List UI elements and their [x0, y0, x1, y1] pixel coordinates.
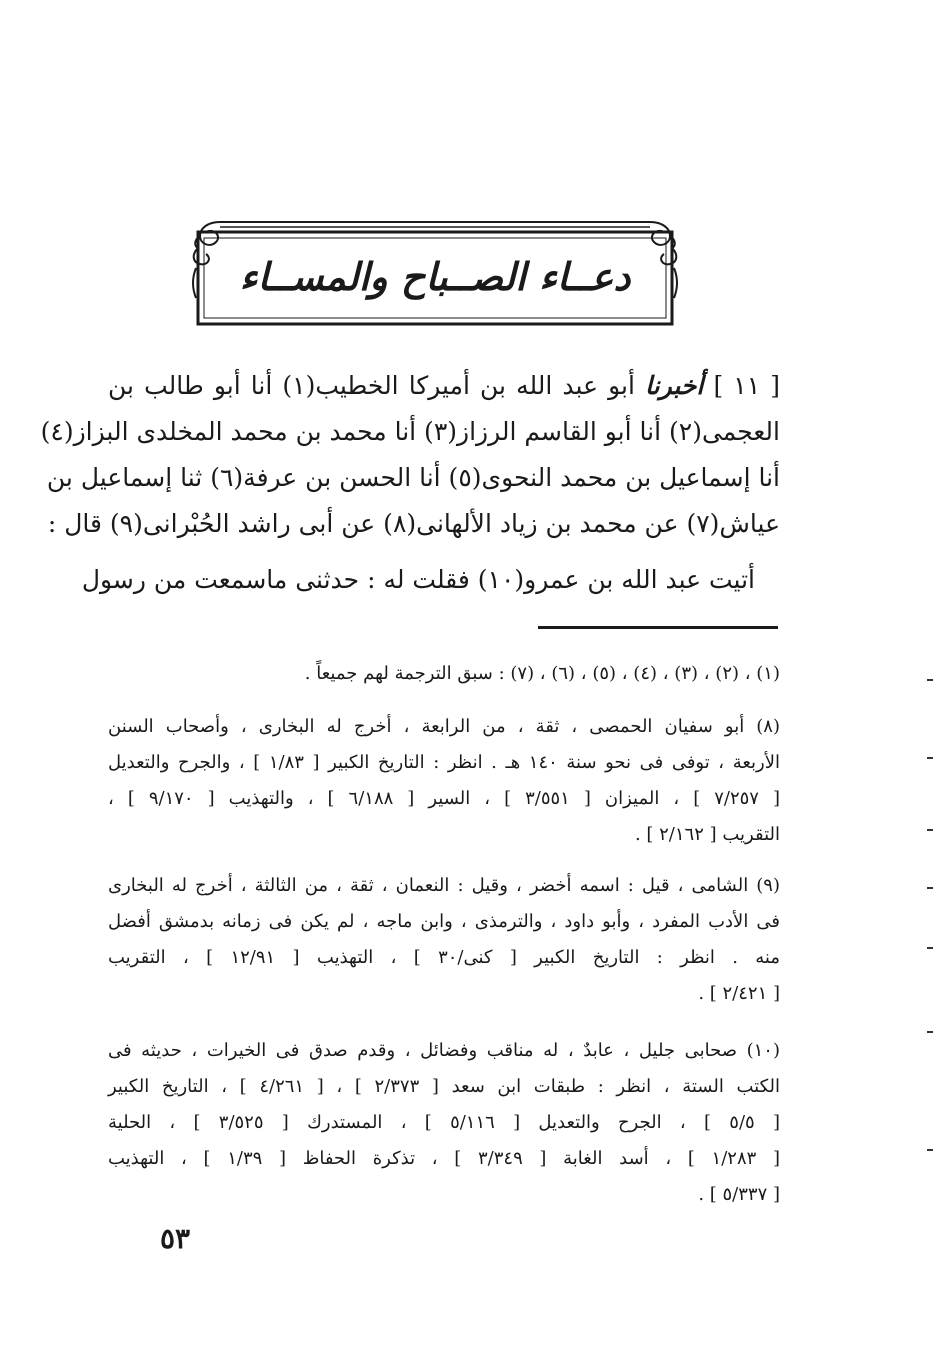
footnote-line: الأربعة ، توفى فى نحو سنة ١٤٠ هـ . انظر : التاريخ الكبير [ ١/٨٣ ] ، والجرح والتعديل [108, 752, 781, 773]
margin-mark [927, 887, 933, 889]
main-text-line-3: أنا إسماعيل بن محمد النحوى(٥) أنا الحسن بن عرفة(٦) ثنا إسماعيل بن [46, 463, 780, 492]
footnote-line: [ ٥/٥ ] ، الجرح والتعديل [ ٥/١١٦ ] ، المستدرك [ ٣/٥٢٥ ] ، الحلية [108, 1112, 780, 1133]
title-frame [190, 218, 680, 326]
footnote-line: (١٠) صحابى جليل ، عابدٌ ، له مناقب وفضائل ، وقدم صدق فى الخيرات ، حديثه فى [108, 1040, 780, 1061]
footnote-1-7 [108, 656, 780, 692]
main-text-line-2: العجمى(٢) أنا أبو القاسم الرزاز(٣) أنا محمد بن محمد المخلدى البزاز(٤) [40, 417, 780, 446]
main-text-line-4: عياش(٧) عن محمد بن زياد الألهانى(٨) عن أبى راشد الحُبْرانى(٩) قال : [47, 509, 780, 538]
main-text-line-5: أتيت عبد الله بن عمرو(١٠) فقلت له : حدثنى ماسمعت من رسول [81, 565, 755, 594]
margin-mark [927, 679, 933, 681]
margin-mark [927, 1149, 933, 1151]
footnote-line: منه . انظر : التاريخ الكبير [ كنى/٣٠ ] ، التهذيب [ ١٢/٩١ ] ، التقريب [108, 947, 780, 968]
footnote-10 [108, 1033, 780, 1213]
main-text-line-1 [108, 363, 780, 409]
footnote-9 [108, 868, 780, 1012]
footnote-line: [ ٢/٤٢١ ] . [698, 983, 780, 1004]
footnote-line: فى الأدب المفرد ، وأبو داود ، والترمذى ، وابن ماجه ، لم يكن فى زمانه بدمشق أفضل [108, 911, 780, 932]
chapter-title: دعــاء الصــباح والمســاء [239, 254, 631, 299]
hadith-label: أخبرنا [645, 371, 704, 400]
footnote-line: (٩) الشامى ، قيل : اسمه أخضر ، وقيل : النعمان ، ثقة ، من الثالثة ، أخرج له البخارى [108, 875, 780, 896]
margin-mark [927, 947, 933, 949]
margin-mark [927, 1031, 933, 1033]
footnote-line: (١) ، (٢) ، (٣) ، (٤) ، (٥) ، (٦) ، (٧) : سبق الترجمة لهم جميعاً . [304, 663, 780, 684]
footnote-line: (٨) أبو سفيان الحمصى ، ثقة ، من الرابعة ، أخرج له البخارى ، وأصحاب السنن [108, 716, 780, 737]
footnote-line: [ ١/٢٨٣ ] ، أسد الغابة [ ٣/٣٤٩ ] ، تذكرة الحفاظ [ ١/٣٩ ] ، التهذيب [108, 1148, 781, 1169]
hadith-number: [ ١١ ] [713, 371, 781, 400]
footnote-line: التقريب [ ٢/١٦٢ ] . [634, 824, 780, 845]
footnote-line: [ ٧/٢٥٧ ] ، الميزان [ ٣/٥٥١ ] ، السير [ ٦/١٨٨ ] ، والتهذيب [ ٩/١٧٠ ] ، [108, 788, 781, 809]
footnote-line: [ ٥/٣٣٧ ] . [698, 1184, 780, 1205]
footnote-separator [538, 626, 778, 629]
hadith-text: أبو عبد الله بن أميركا الخطيب(١) أنا أبو طالب بن [108, 371, 635, 400]
footnote-line: الكتب الستة ، انظر : طبقات ابن سعد [ ٢/٣٧٣ ] ، [ ٤/٢٦١ ] ، التاريخ الكبير [108, 1076, 780, 1097]
footnote-8 [108, 709, 780, 853]
page-number: ٥٣ [159, 1222, 191, 1255]
margin-mark [927, 757, 933, 759]
margin-mark [927, 829, 933, 831]
